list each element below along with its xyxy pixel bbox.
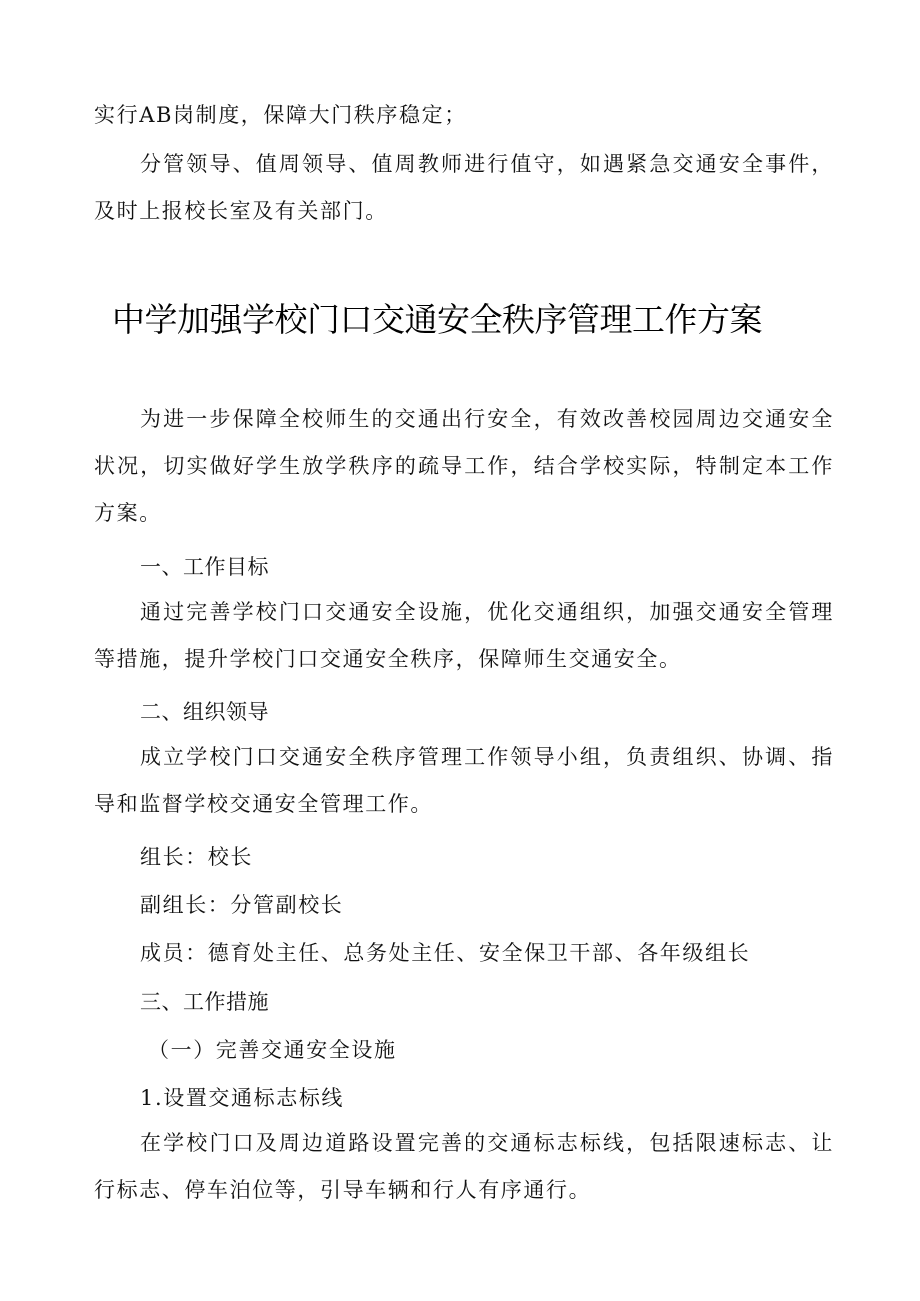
section-heading-measures: 三、工作措施 — [140, 990, 269, 1014]
continuation-line: 实行AB岗制度，保障大门秩序稳定； — [94, 103, 467, 127]
section-heading-organization: 二、组织领导 — [140, 700, 269, 724]
signs-paragraph: 在学校门口及周边道路设置完善的交通标志标线，包括限速标志、让行标志、停车泊位等，引导车辆和行人有序通行。 — [94, 1131, 834, 1202]
organization-paragraph: 成立学校门口交通安全秩序管理工作领导小组，负责组织、协调、指导和监督学校交通安全管理工作。 — [94, 745, 834, 816]
intro-paragraph: 为进一步保障全校师生的交通出行安全，有效改善校园周边交通安全状况，切实做好学生放学秩序的疏导工作，结合学校实际，特制定本工作方案。 — [94, 407, 834, 525]
section-heading-goals: 一、工作目标 — [140, 555, 269, 579]
leader-line: 组长：校长 — [140, 845, 253, 869]
continuation-paragraph: 分管领导、值周领导、值周教师进行值守，如遇紧急交通安全事件，及时上报校长室及有关部门。 — [94, 152, 834, 223]
document-title: 中学加强学校门口交通安全秩序管理工作方案 — [112, 300, 762, 339]
members-line: 成员：德育处主任、总务处主任、安全保卫干部、各年级组长 — [140, 941, 751, 965]
deputy-leader-line: 副组长：分管副校长 — [140, 893, 344, 917]
goals-paragraph: 通过完善学校门口交通安全设施，优化交通组织，加强交通安全管理等措施，提升学校门口交通安全秩序，保障师生交通安全。 — [94, 600, 834, 671]
item-heading-signs: 1.设置交通标志标线 — [140, 1086, 345, 1110]
subsection-heading-facilities: （一）完善交通安全设施 — [148, 1038, 397, 1062]
